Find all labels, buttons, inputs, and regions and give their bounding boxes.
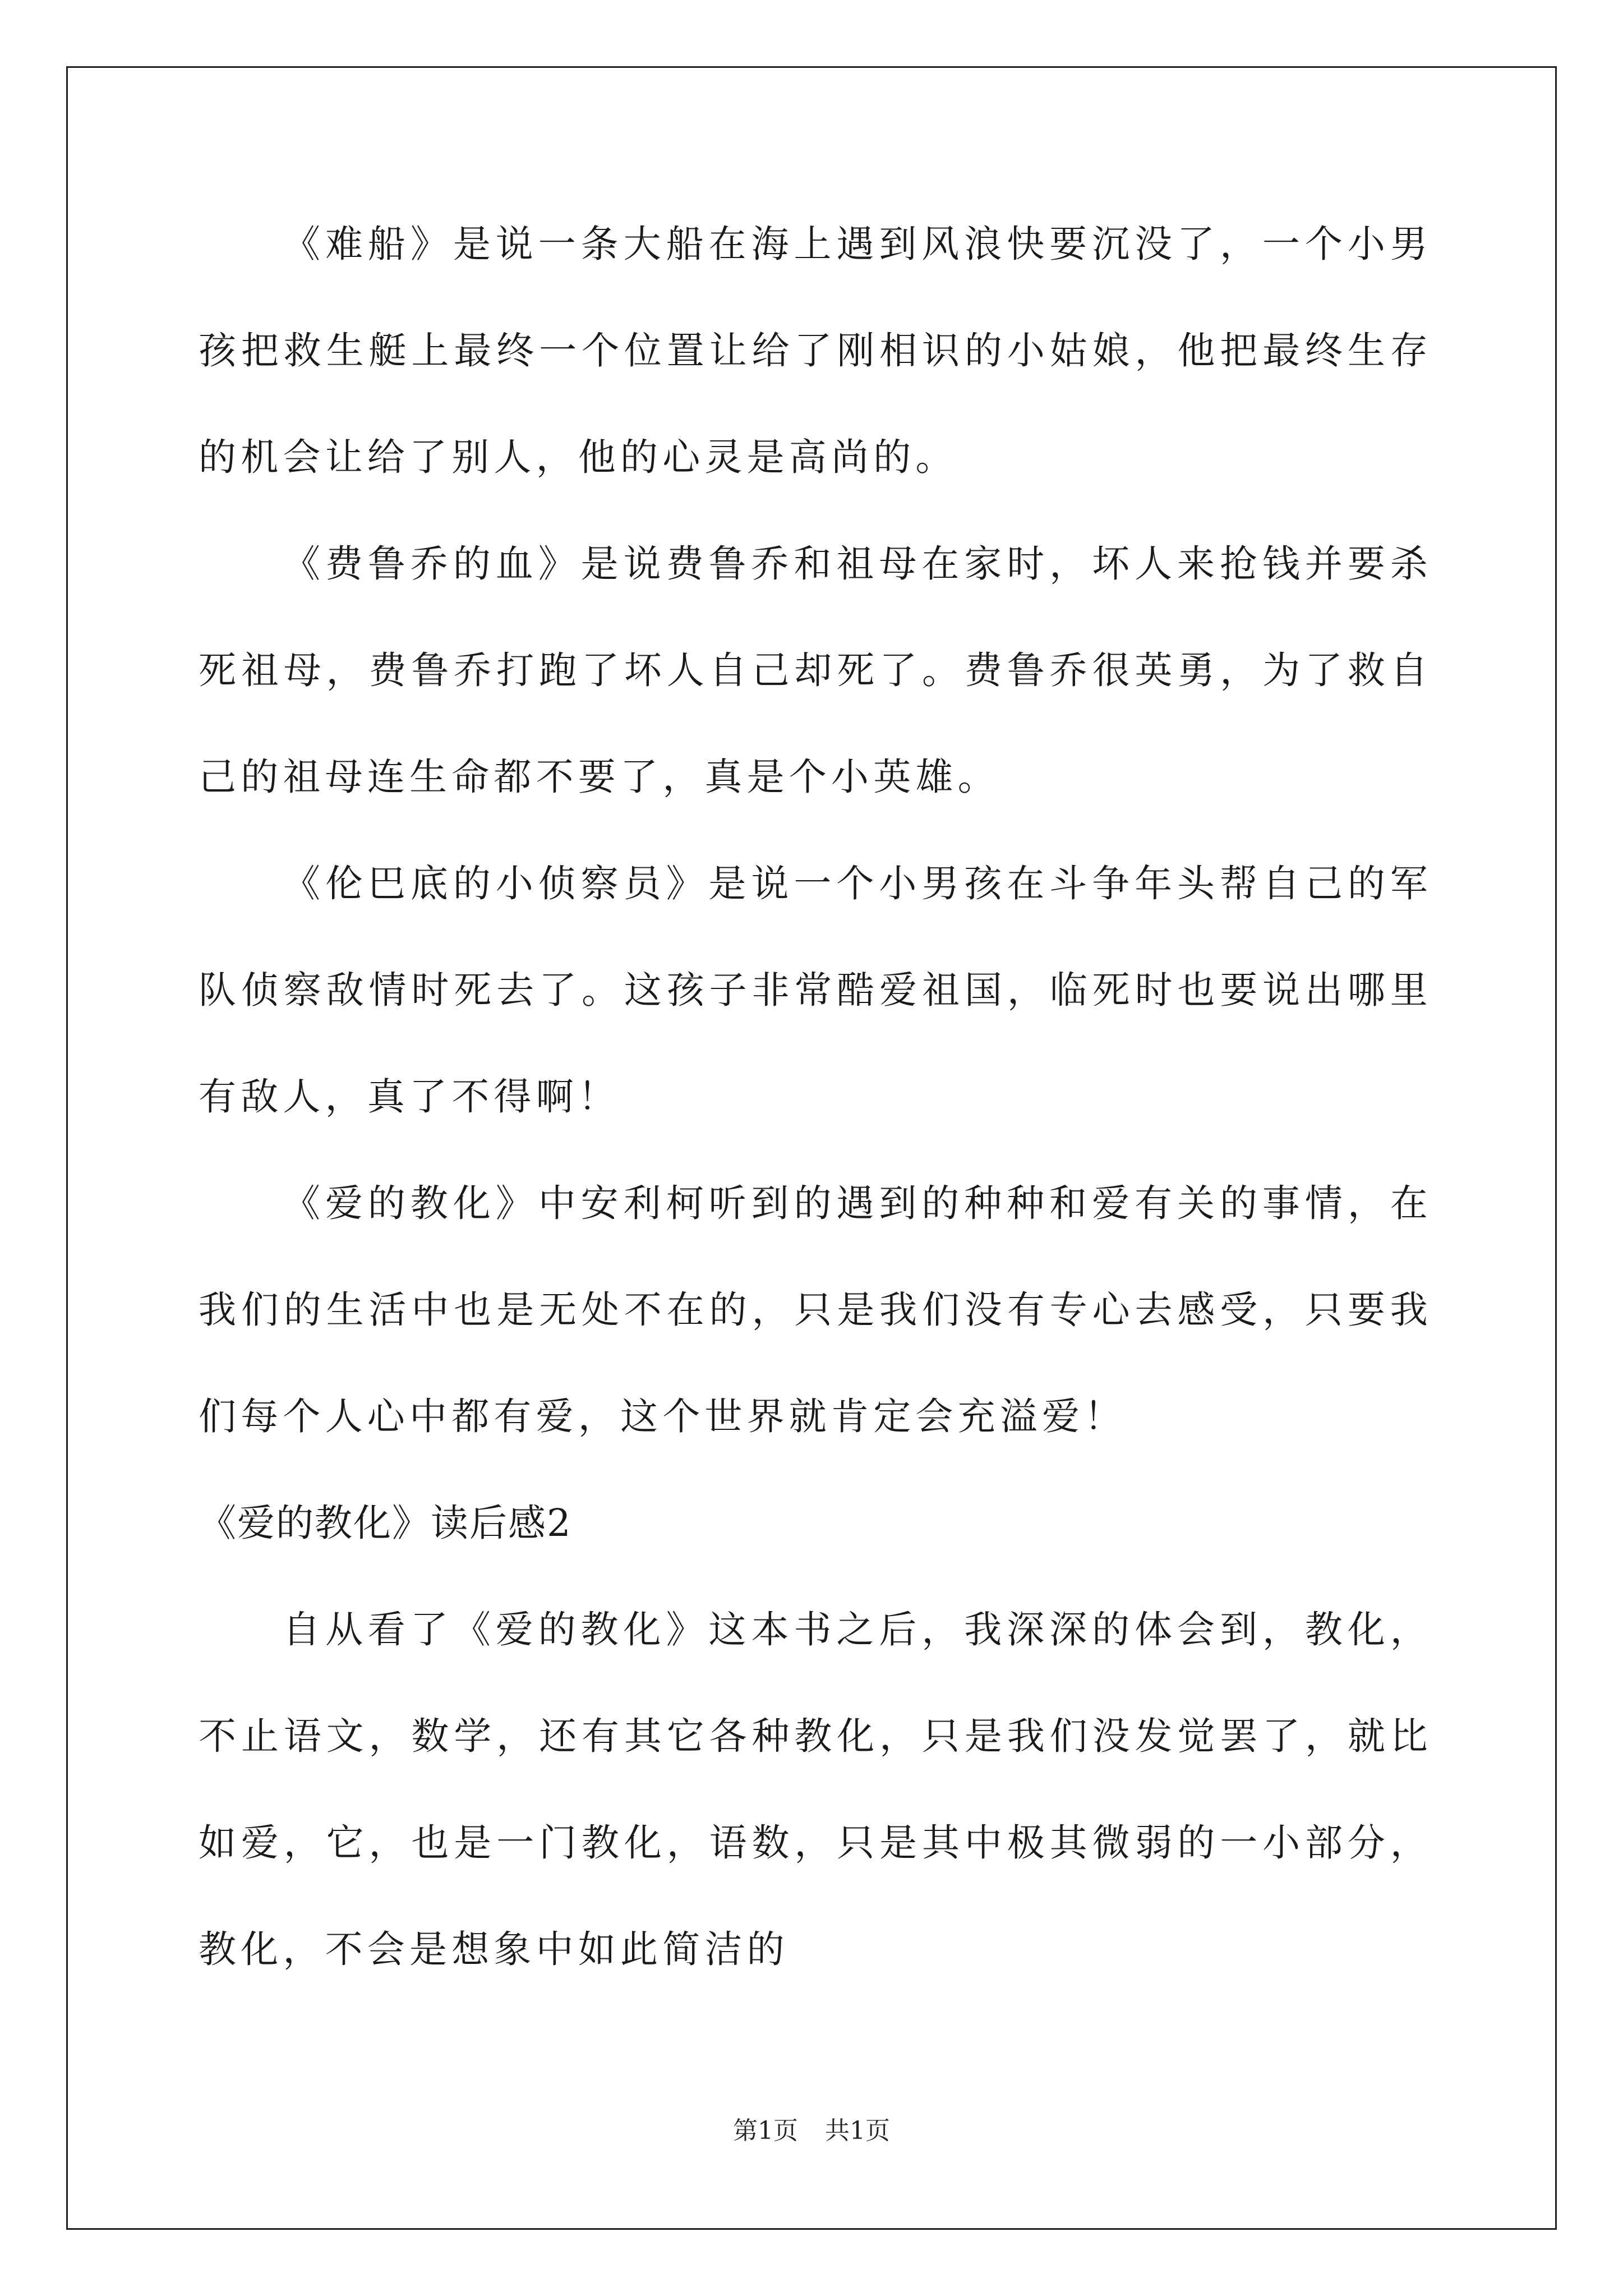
paragraph: 《爱的教化》中安利柯听到的遇到的种种和爱有关的事情，在我们的生活中也是无处不在的，只是我们没有专心去感受，只要我们每个人心中都有爱，这个世界就肯定会充溢爱！ [199,1181,1432,1438]
paragraph: 自从看了《爱的教化》这本书之后，我深深的体会到，教化，不止语文，数学，还有其它各种教化，只是我们没发觉罢了，就比如爱，它，也是一门教化，语数，只是其中极其微弱的一小部分，教化，不会是想象中如此简洁的 [199,1608,1432,1971]
section-title: 《爱的教化》读后感2 [199,1501,572,1545]
page-number-total: 共1页 [825,2116,890,2145]
page-footer [0,2110,1623,2146]
paragraph: 《费鲁乔的血》是说费鲁乔和祖母在家时，坏人来抢钱并要杀死祖母，费鲁乔打跑了坏人自己却死了。费鲁乔很英勇，为了救自己的祖母连生命都不要了，真是个小英雄。 [199,542,1432,799]
document-body [199,191,1432,2003]
paragraph: 《难船》是说一条大船在海上遇到风浪快要沉没了，一个小男孩把救生艇上最终一个位置让给了刚相识的小姑娘，他把最终生存的机会让给了别人，他的心灵是高尚的。 [199,222,1432,479]
paragraph: 《伦巴底的小侦察员》是说一个小男孩在斗争年头帮自己的军队侦察敌情时死去了。这孩子非常酷爱祖国，临死时也要说出哪里有敌人，真了不得啊！ [199,862,1432,1119]
page-number-current: 第1页 [733,2116,798,2145]
